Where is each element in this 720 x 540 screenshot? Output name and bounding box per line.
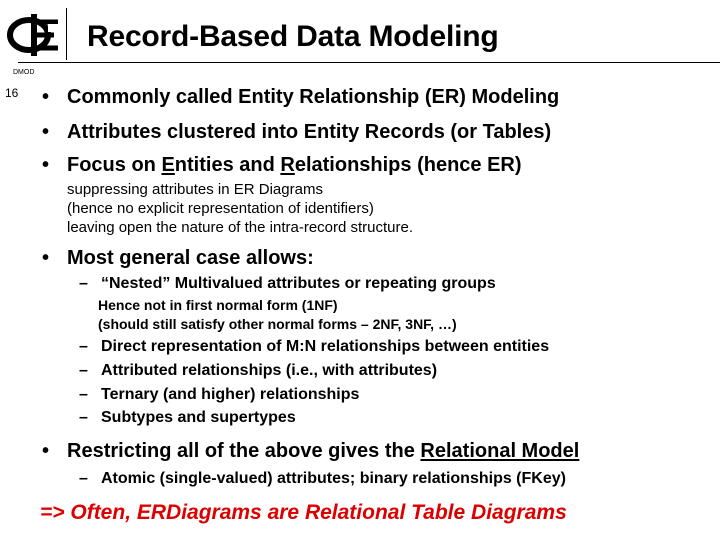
item-text: Atomic (single-valued) attributes; binary relationships (FKey): [101, 470, 566, 487]
ce-logo-icon: [4, 10, 64, 60]
title-rule: [18, 62, 720, 63]
bullet-relational-model: [42, 440, 579, 463]
item-text: Direct representation of M:N relationships between entities: [101, 338, 550, 355]
item-nested-multivalued: [79, 275, 496, 293]
bullet-text-pre: Focus on: [67, 154, 162, 176]
bullet-mark: •: [42, 440, 50, 462]
er-note-line-1: suppressing attributes in ER Diagrams: [67, 181, 323, 198]
bullet-er-modeling: [42, 86, 559, 109]
bullet-mark: •: [42, 247, 50, 269]
bullet-text: Attributes clustered into Entity Records (or Tables): [67, 121, 552, 143]
dash-mark: –: [79, 362, 88, 379]
item-subtypes: [79, 409, 296, 427]
footer-conclusion: => Often, ERDiagrams are Relational Table Diagrams: [40, 501, 567, 524]
nf-note-line-2: (should still satisfy other normal forms – 2NF, 3NF, …): [98, 316, 457, 332]
dash-mark: –: [79, 386, 88, 403]
item-mn-relationships: [79, 338, 549, 356]
bullet-text: Most general case allows:: [67, 247, 314, 269]
item-text: Ternary (and higher) relationships: [101, 386, 360, 403]
bullet-text: Commonly called Entity Relationship (ER) Modeling: [67, 86, 560, 108]
bullet-mark: •: [42, 86, 50, 108]
bullet-general-case: [42, 247, 314, 270]
item-atomic-attributes: [79, 470, 566, 488]
course-code: DMOD: [13, 69, 35, 76]
bullet-text-post: elationships (hence ER): [294, 154, 522, 176]
item-text: Subtypes and supertypes: [101, 409, 296, 426]
item-attributed-relationships: [79, 362, 437, 380]
item-text: Attributed relationships (i.e., with attributes): [101, 362, 438, 379]
item-text: “Nested” Multivalued attributes or repeating groups: [101, 275, 496, 292]
bullet-text-mid: ntities and: [174, 154, 281, 176]
bullet-focus-entities: [42, 154, 522, 177]
dash-mark: –: [79, 470, 88, 487]
er-note-line-2: (hence no explicit representation of identifiers): [67, 200, 374, 217]
dash-mark: –: [79, 409, 88, 426]
bullet-mark: •: [42, 121, 50, 143]
relational-model-term: Relational Model: [420, 440, 580, 462]
page-number: 16: [5, 86, 19, 100]
underlined-e: E: [161, 154, 175, 176]
bullet-text: Restricting all of the above gives the: [67, 440, 421, 462]
underlined-r: R: [280, 154, 295, 176]
nf-note-line-1: Hence not in first normal form (1NF): [98, 297, 338, 313]
dash-mark: –: [79, 338, 88, 355]
bullet-attributes-clustered: [42, 121, 551, 144]
header-divider: [66, 8, 67, 60]
er-note-line-3: leaving open the nature of the intra-record structure.: [67, 219, 414, 236]
dash-mark: –: [79, 275, 88, 292]
bullet-mark: •: [42, 154, 50, 176]
item-ternary-relationships: [79, 386, 359, 404]
slide-title: Record-Based Data Modeling: [87, 20, 499, 53]
